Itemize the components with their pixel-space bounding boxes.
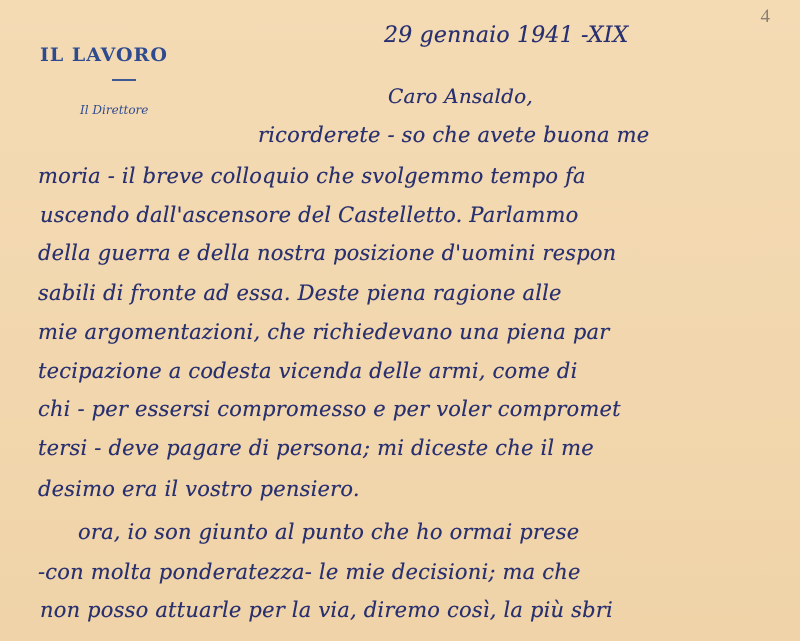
letter-salutation: Caro Ansaldo, [388, 84, 533, 108]
newspaper-title: IL LAVORO [40, 44, 168, 66]
letter-line: desimo era il vostro pensiero. [38, 477, 360, 501]
letter-line: ricorderete - so che avete buona me [258, 123, 650, 147]
letter-line: ora, io son giunto al punto che ho ormai prese [78, 520, 580, 544]
letter-line: della guerra e della nostra posizione d'uomini respon [38, 241, 617, 265]
letter-line: uscendo dall'ascensore del Castelletto. Parlammo [40, 203, 579, 227]
letter-line: chi - per essersi compromesso e per voler compromet [38, 397, 621, 421]
director-title: Il Direttore [80, 103, 149, 117]
page-number: 4 [760, 6, 770, 27]
letter-line: tersi - deve pagare di persona; mi diceste che il me [38, 436, 594, 460]
letter-line: sabili di fronte ad essa. Deste piena ragione alle [38, 281, 562, 305]
letter-line: mie argomentazioni, che richiedevano una piena par [38, 320, 610, 344]
letter-line: non posso attuarle per la via, diremo così, la più sbri [40, 598, 613, 622]
letter-line: tecipazione a codesta vicenda delle armi, come di [38, 359, 578, 383]
letter-date: 29 gennaio 1941 -XIX [384, 23, 629, 48]
letter-line: moria - il breve colloquio che svolgemmo tempo fa [38, 164, 586, 188]
letter-line: -con molta ponderatezza- le mie decisioni; ma che [38, 560, 581, 584]
